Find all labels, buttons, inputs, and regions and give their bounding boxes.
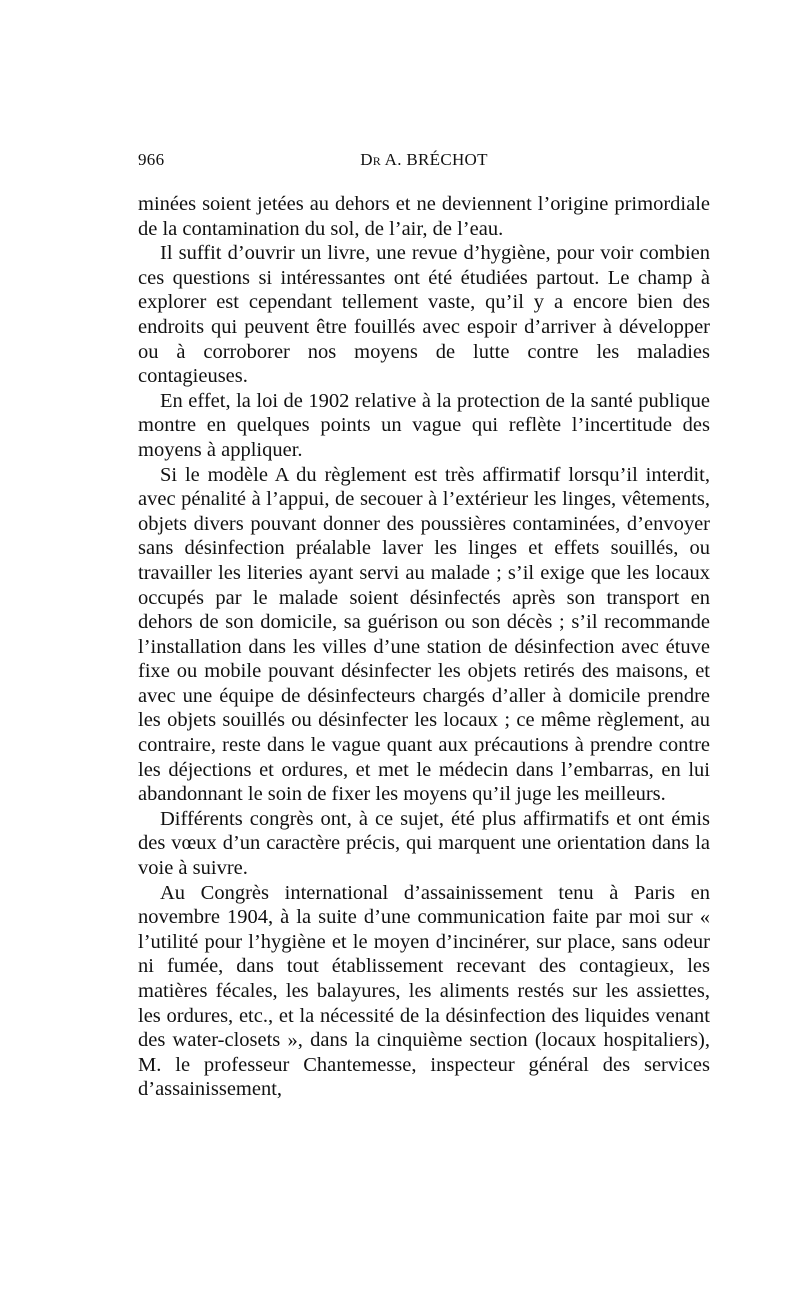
paragraph-continuation: minées soient jetées au dehors et ne deviennent l’origine primordiale de la contamination du sol, de l’air, de l’eau. bbox=[138, 193, 710, 240]
paragraph: En effet, la loi de 1902 relative à la protection de la santé publique montre en quelques points un vague qui reflète l’incertitude des moyens à appliquer. bbox=[138, 389, 710, 461]
page-header bbox=[138, 150, 710, 170]
paragraph: Différents congrès ont, à ce sujet, été plus affirmatifs et ont émis des vœux d’un caractère précis, qui marquent une orientation dans la voie à suivre. bbox=[138, 807, 710, 880]
page-number: 966 bbox=[138, 150, 165, 169]
paragraph: Au Congrès international d’assainissement tenu à Paris en novembre 1904, à la suite d’une communication faite par moi sur « l’utilité pour l’hygiène et le moyen d’incinérer, sur place, sans odeur ni fumée, dans tout établissement recevant des contagieux, les matières fécales, les balayures, les aliments restés sur les assiettes, les ordures, etc., et la nécessité de la désinfection des liquides venant des water-closets », dans la cinquième section (locaux hospitaliers), M. le professeur Chantemesse, inspecteur général des services d’assainissement, bbox=[138, 881, 710, 1101]
book-page bbox=[138, 150, 710, 1102]
body-text bbox=[138, 192, 710, 1102]
running-head: Dr A. BRÉCHOT bbox=[360, 150, 488, 169]
paragraph: Il suffit d’ouvrir un livre, une revue d’hygiène, pour voir combien ces questions si intéressantes ont été étudiées partout. Le champ à explorer est cependant tellement vaste, qu’il y a encore bien des endroits qui peuvent être fouillés avec espoir d’arriver à développer ou à corroborer nos moyens de lutte contre les maladies contagieuses. bbox=[138, 242, 710, 388]
paragraph: Si le modèle A du règlement est très affirmatif lorsqu’il interdit, avec pénalité à l’appui, de secouer à l’extérieur les linges, vêtements, objets divers pouvant donner des poussières contaminées, d’envoyer sans désinfection préalable laver les linges et effets souillés, ou travailler les literies ayant servi au malade ; s’il exige que les locaux occupés par le malade soient désinfectés après son transport en dehors de son domicile, sa guérison ou son décès ; s’il recommande l’installation dans les villes d’une station de désinfection avec étuve fixe ou mobile pouvant désinfecter les objets retirés des maisons, et avec une équipe de désinfecteurs chargés d’aller à domicile prendre les objets souillés ou désinfecter les locaux ; ce même règlement, au contraire, reste dans le vague quant aux précautions à prendre contre les déjections et ordures, et met le médecin dans l’embarras, en lui abandonnant le soin de fixer les moyens qu’il juge les meilleurs. bbox=[138, 463, 710, 806]
